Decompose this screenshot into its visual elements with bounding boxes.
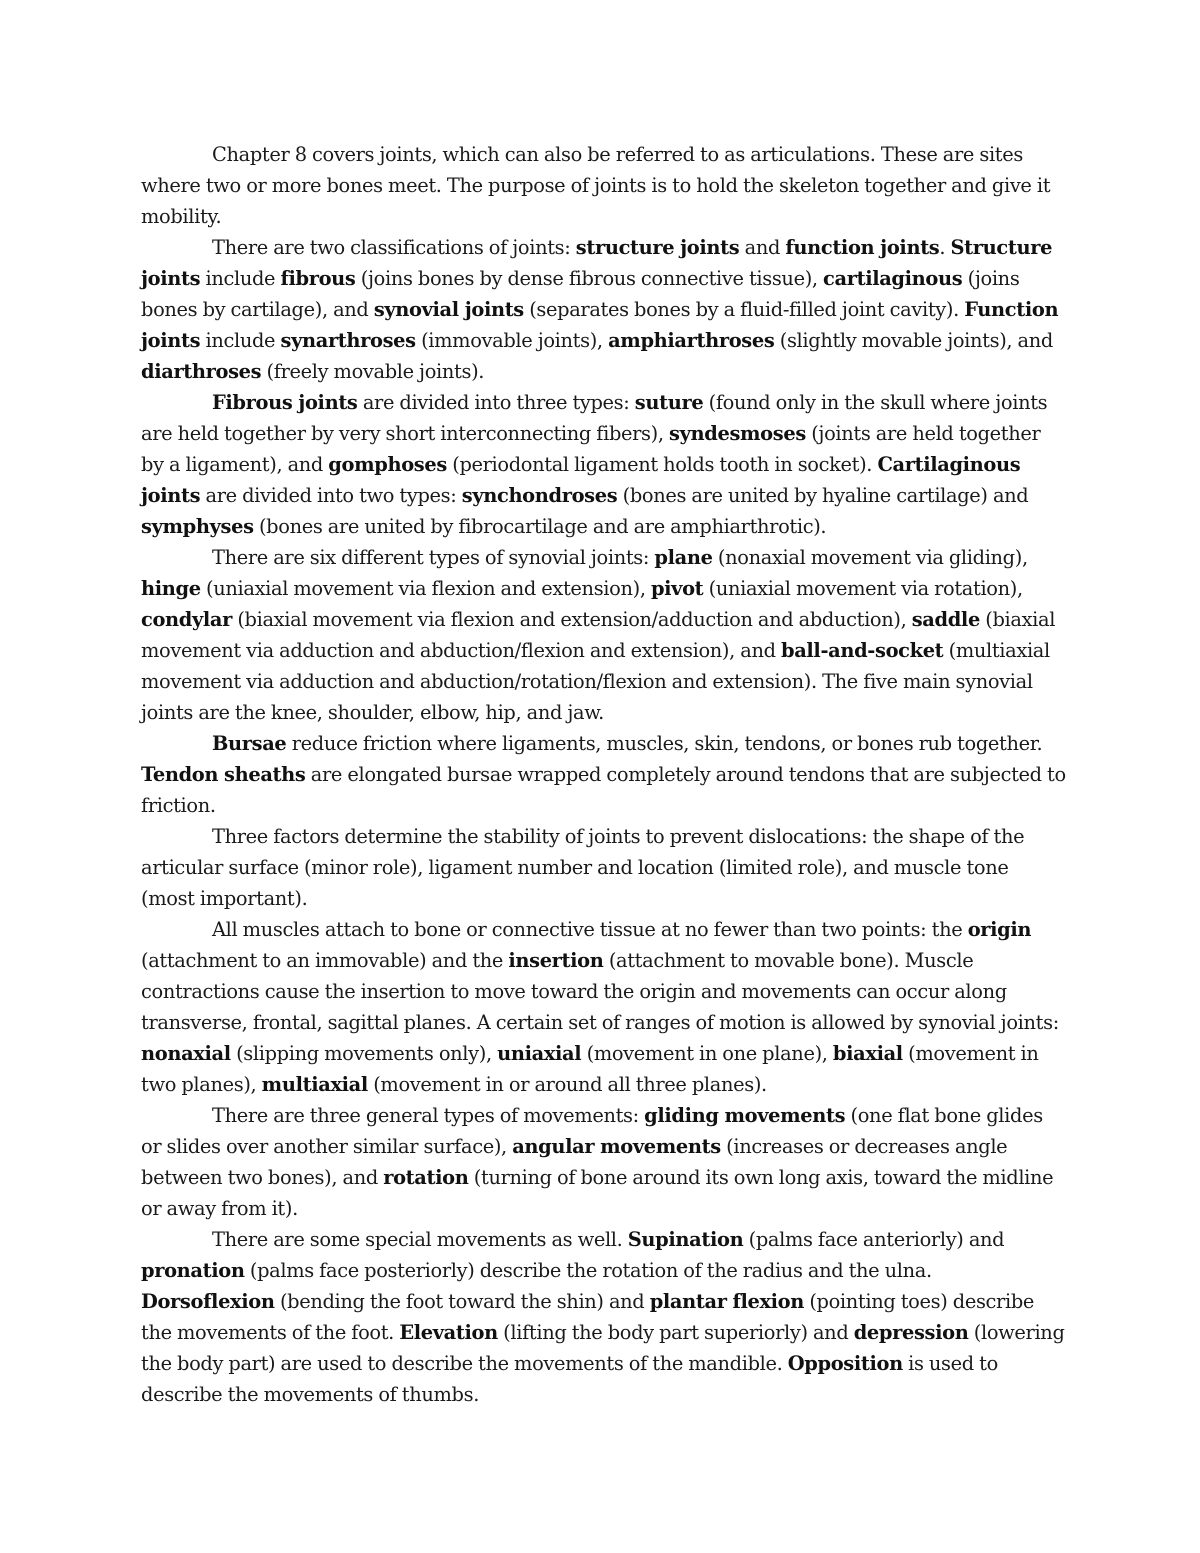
paragraph-text: (bones are united by hyaline cartilage) and: [617, 484, 1029, 507]
bold-term: structure joints: [575, 236, 740, 259]
bold-term: depression: [853, 1321, 969, 1344]
document-body: [141, 139, 1066, 1410]
bold-term: symphyses: [141, 515, 254, 538]
paragraph-text: (increases or decreases angle between two bones), and: [141, 1135, 1008, 1189]
bold-term: condylar: [141, 608, 233, 631]
bold-term: plantar flexion: [649, 1290, 805, 1313]
paragraph-text: (attachment to movable bone). Muscle contractions cause the insertion to move toward the origin and movements can occur along transverse, frontal, sagittal planes. A certain set of ranges of motion is allowed by synovial joints:: [141, 949, 1059, 1034]
paragraph: [141, 542, 1066, 728]
paragraph: [141, 914, 1066, 1100]
paragraph-text: (biaxial movement via adduction and abduction/flexion and extension), and: [141, 608, 1056, 662]
bold-term: Cartilaginous joints: [141, 453, 1021, 507]
paragraph-text: (lowering the body part) are used to describe the movements of the mandible.: [141, 1321, 1065, 1375]
bold-term: cartilaginous: [823, 267, 963, 290]
paragraph-text: (movement in two planes),: [141, 1042, 1039, 1096]
paragraph-text: include: [200, 267, 281, 290]
paragraph-text: (multiaxial movement via adduction and abduction/rotation/flexion and extension). The five main synovial joints are the knee, shoulder, elbow, hip, and jaw.: [141, 639, 1050, 724]
paragraph-text: (nonaxial movement via gliding),: [712, 546, 1028, 569]
paragraph-text: (palms face posteriorly) describe the rotation of the radius and the ulna.: [244, 1259, 932, 1282]
paragraph-text: (attachment to an immovable) and the: [141, 949, 509, 972]
paragraph-text: (movement in or around all three planes).: [367, 1073, 767, 1096]
paragraph-text: include: [200, 329, 281, 352]
bold-term: plane: [654, 546, 713, 569]
bold-term: suture: [634, 391, 704, 414]
paragraph-text: is used to describe the movements of thumbs.: [141, 1352, 998, 1406]
bold-term: synchondroses: [461, 484, 618, 507]
bold-term: synovial joints: [373, 298, 524, 321]
paragraph-text: (lifting the body part superiorly) and: [497, 1321, 854, 1344]
bold-term: hinge: [141, 577, 201, 600]
paragraph-text: (found only in the skull where joints are held together by very short interconnecting fibers),: [141, 391, 1048, 445]
bold-term: Bursae: [212, 732, 287, 755]
paragraph-text: There are some special movements as well.: [212, 1228, 628, 1251]
paragraph-text: (palms face anteriorly) and: [743, 1228, 1005, 1251]
paragraph-text: (biaxial movement via flexion and extension/adduction and abduction),: [232, 608, 912, 631]
paragraph: [141, 1224, 1066, 1410]
bold-term: origin: [967, 918, 1032, 941]
paragraph: [141, 1100, 1066, 1224]
paragraph-text: are divided into three types:: [357, 391, 635, 414]
bold-term: uniaxial: [497, 1042, 582, 1065]
bold-term: pivot: [650, 577, 704, 600]
bold-term: syndesmoses: [669, 422, 806, 445]
bold-term: Fibrous joints: [212, 391, 358, 414]
paragraph-text: (one flat bone glides or slides over another similar surface),: [141, 1104, 1043, 1158]
bold-term: nonaxial: [141, 1042, 231, 1065]
paragraph-text: (joins bones by cartilage), and: [141, 267, 1020, 321]
paragraph: [141, 728, 1066, 821]
paragraph-text: (freely movable joints).: [261, 360, 485, 383]
bold-term: rotation: [383, 1166, 469, 1189]
bold-term: Function joints: [141, 298, 1059, 352]
paragraph-text: .: [939, 236, 951, 259]
paragraph-text: (uniaxial movement via rotation),: [703, 577, 1023, 600]
bold-term: fibrous: [280, 267, 356, 290]
paragraph-text: Chapter 8 covers joints, which can also be referred to as articulations. These are sites where two or more bones meet. The purpose of joints is to hold the skeleton together and give it mobility.: [141, 143, 1051, 228]
paragraph-text: (separates bones by a fluid-filled joint cavity).: [523, 298, 965, 321]
bold-term: Supination: [627, 1228, 744, 1251]
paragraph-text: (bones are united by fibrocartilage and are amphiarthrotic).: [253, 515, 827, 538]
paragraph-text: (joins bones by dense fibrous connective tissue),: [355, 267, 824, 290]
paragraph: [141, 139, 1066, 232]
bold-term: Elevation: [399, 1321, 498, 1344]
paragraph-text: (turning of bone around its own long axis, toward the midline or away from it).: [141, 1166, 1054, 1220]
bold-term: multiaxial: [261, 1073, 368, 1096]
bold-term: synarthroses: [280, 329, 416, 352]
bold-term: pronation: [141, 1259, 245, 1282]
paragraph-text: (joints are held together by a ligament), and: [141, 422, 1041, 476]
paragraph-text: All muscles attach to bone or connective tissue at no fewer than two points: the: [212, 918, 968, 941]
paragraph-text: are divided into two types:: [200, 484, 462, 507]
bold-term: saddle: [911, 608, 980, 631]
paragraph-text: Three factors determine the stability of joints to prevent dislocations: the shape of the articular surface (minor role), ligament number and location (limited role), and muscle tone (most important).: [141, 825, 1025, 910]
paragraph: [141, 232, 1066, 387]
bold-term: angular movements: [512, 1135, 721, 1158]
paragraph-text: (bending the foot toward the shin) and: [274, 1290, 650, 1313]
paragraph-text: There are two classifications of joints:: [212, 236, 576, 259]
paragraph-text: There are three general types of movements:: [212, 1104, 645, 1127]
paragraph-text: are elongated bursae wrapped completely around tendons that are subjected to friction.: [141, 763, 1066, 817]
paragraph-text: (movement in one plane),: [581, 1042, 833, 1065]
bold-term: Tendon sheaths: [141, 763, 306, 786]
paragraph: [141, 387, 1066, 542]
bold-term: biaxial: [832, 1042, 903, 1065]
paragraph-text: reduce friction where ligaments, muscles, skin, tendons, or bones rub together.: [286, 732, 1043, 755]
bold-term: ball-and-socket: [780, 639, 944, 662]
paragraph-text: (slipping movements only),: [230, 1042, 498, 1065]
paragraph-text: (slightly movable joints), and: [774, 329, 1053, 352]
bold-term: gomphoses: [328, 453, 447, 476]
bold-term: Dorsoflexion: [141, 1290, 275, 1313]
paragraph-text: There are six different types of synovial joints:: [212, 546, 655, 569]
paragraph-text: (uniaxial movement via flexion and extension),: [200, 577, 651, 600]
bold-term: function joints: [785, 236, 940, 259]
bold-term: insertion: [508, 949, 604, 972]
bold-term: Opposition: [787, 1352, 903, 1375]
paragraph-text: (periodontal ligament holds tooth in socket).: [446, 453, 878, 476]
paragraph: [141, 821, 1066, 914]
bold-term: amphiarthroses: [608, 329, 775, 352]
bold-term: diarthroses: [141, 360, 262, 383]
bold-term: Structure joints: [141, 236, 1053, 290]
paragraph-text: (immovable joints),: [415, 329, 609, 352]
paragraph-text: and: [739, 236, 786, 259]
bold-term: gliding movements: [644, 1104, 846, 1127]
paragraph-text: (pointing toes) describe the movements of the foot.: [141, 1290, 1035, 1344]
